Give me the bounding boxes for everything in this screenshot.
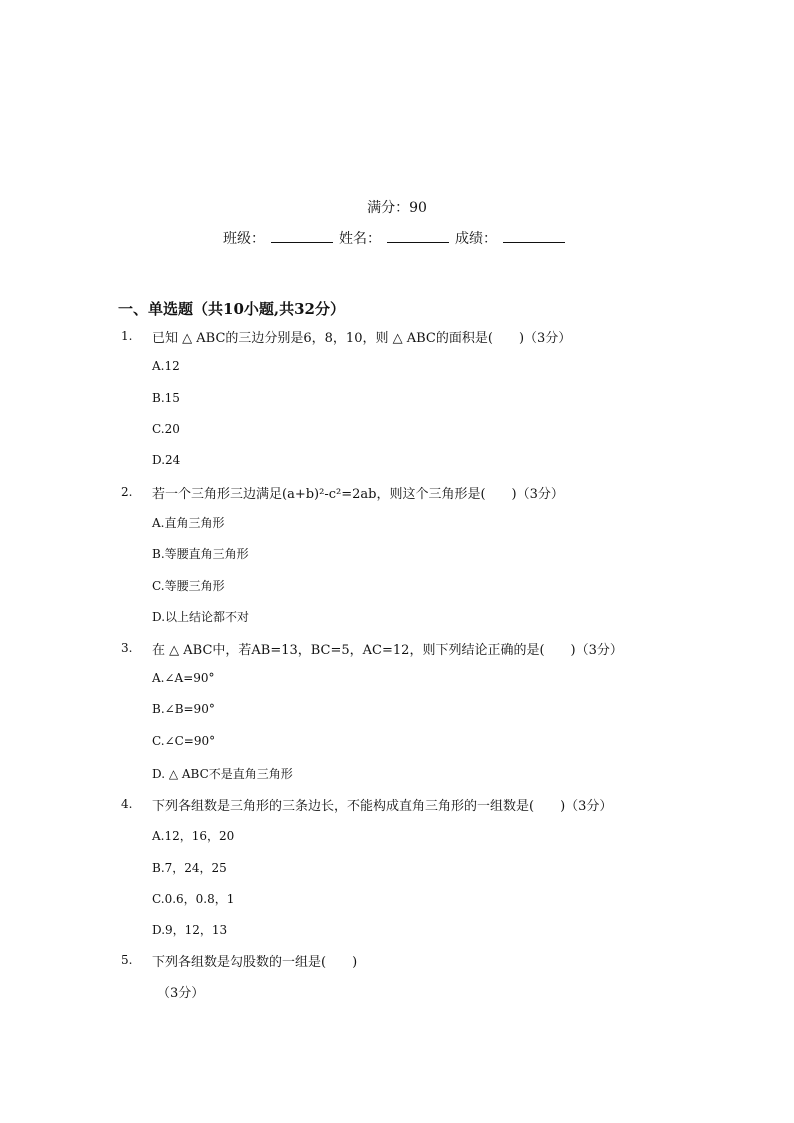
- full-score-line: [0, 197, 794, 217]
- question-4-option-a: A.12，16，20: [152, 829, 235, 843]
- question-4-number: 4.: [121, 797, 133, 811]
- question-4-option-c: C.0.6，0.8，1: [152, 892, 235, 906]
- question-3-option-a: A.∠A=90°: [152, 671, 215, 685]
- student-info-line: [0, 228, 794, 248]
- question-2-option-d: D.以上结论都不对: [152, 610, 250, 624]
- question-5-text: 下列各组数是勾股数的一组是( ): [152, 955, 358, 970]
- question-3-option-d: D. △ ABC不是直角三角形: [152, 767, 293, 781]
- question-1-option-b: B.15: [152, 391, 180, 405]
- question-2-option-a: A.直角三角形: [152, 516, 225, 530]
- question-3-text: 在 △ ABC中，若AB=13，BC=5，AC=12，则下列结论正确的是( )（3分）: [152, 643, 623, 658]
- question-3-option-b: B.∠B=90°: [152, 702, 215, 716]
- question-1-number: 1.: [121, 329, 133, 343]
- name-label: 姓名：: [339, 231, 381, 247]
- question-4-text: 下列各组数是三角形的三条边长，不能构成直角三角形的一组数是( )（3分）: [152, 799, 613, 814]
- full-score-label: 满分：90: [367, 200, 427, 216]
- name-blank: [387, 228, 449, 243]
- question-2-option-b: B.等腰直角三角形: [152, 547, 249, 561]
- question-1-option-a: A.12: [152, 359, 180, 373]
- question-3-number: 3.: [121, 641, 133, 655]
- question-2-text: 若一个三角形三边满足(a+b)²-c²=2ab，则这个三角形是( )（3分）: [152, 487, 564, 502]
- question-1-text: 已知 △ ABC的三边分别是6，8，10，则 △ ABC的面积是( )（3分）: [152, 331, 572, 346]
- question-2-number: 2.: [121, 485, 133, 499]
- question-5-number: 5.: [121, 953, 133, 967]
- question-1-option-c: C.20: [152, 422, 180, 436]
- question-4-option-d: D.9，12，13: [152, 923, 228, 937]
- class-blank: [271, 228, 333, 243]
- question-5-score: （3分）: [157, 986, 205, 1001]
- question-1-option-d: D.24: [152, 453, 181, 467]
- section-title: 一、单选题（共10小题,共32分）: [118, 300, 345, 318]
- question-4-option-b: B.7，24，25: [152, 861, 227, 875]
- grade-label: 成绩：: [455, 231, 497, 247]
- question-3-option-c: C.∠C=90°: [152, 734, 216, 748]
- question-2-option-c: C.等腰三角形: [152, 579, 225, 593]
- grade-blank: [503, 228, 565, 243]
- class-label: 班级：: [223, 231, 265, 247]
